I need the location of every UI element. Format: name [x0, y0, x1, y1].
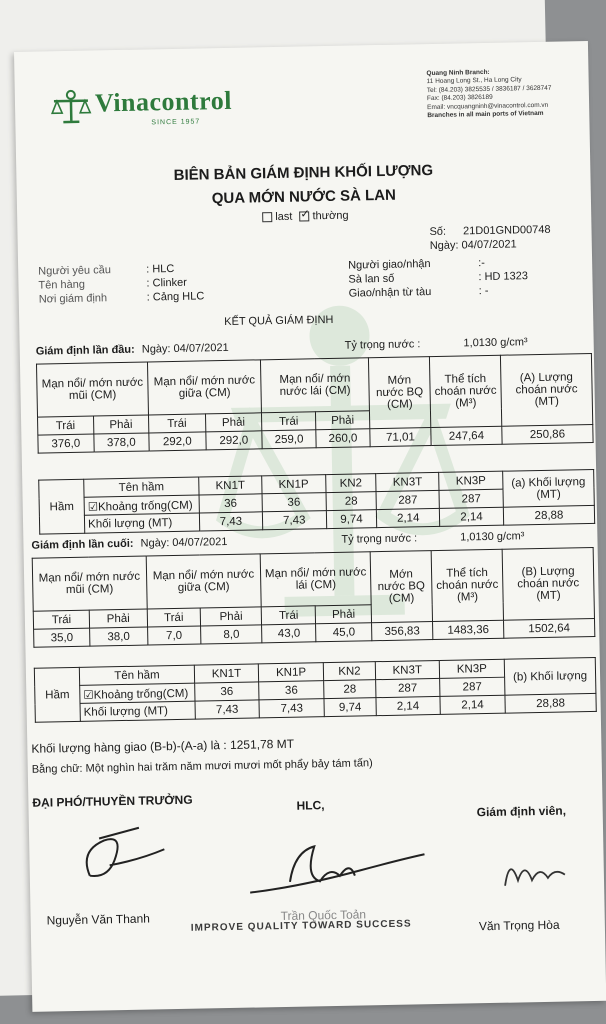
check-mark-icon: ☑	[87, 500, 99, 514]
ship-transfer-label: Giao/nhận từ tàu	[348, 286, 432, 300]
tank-name-header: Tên hầm	[79, 665, 194, 685]
ullage-label: ☑Khoảng trống(CM)	[80, 683, 195, 703]
cell-value: 376,0	[38, 434, 94, 453]
check-mark-icon: ☑	[83, 689, 94, 702]
last-survey-date: Ngày: 04/07/2021	[140, 535, 228, 550]
col-starboard: Phải	[200, 607, 261, 626]
branch-line: Tel: (84.203) 3825535 / 3836187 / 3628747	[426, 84, 552, 94]
tank-label: Hầm	[34, 667, 80, 722]
col-port: Trái	[38, 416, 94, 435]
company-slogan: IMPROVE QUALITY TOWARD SUCCESS	[190, 918, 412, 934]
col-port: Trái	[149, 414, 206, 433]
report-title: BIÊN BẢN GIÁM ĐỊNH KHỐI LƯỢNG	[173, 161, 434, 184]
col-displacement-header: (B) Lượng choán nước (MT)	[502, 547, 594, 620]
tank-total-label: (a) Khối lượng (MT)	[503, 469, 595, 507]
first-tank-table	[38, 469, 595, 535]
cell-value: 38,0	[90, 627, 148, 646]
tank-name: KN1P	[258, 663, 323, 682]
branch-line: Email: vncquangninh@vinacontrol.com.vn	[427, 101, 549, 111]
weight-label: Khối lượng (MT)	[84, 513, 199, 533]
tank-name: KN3T	[375, 660, 439, 679]
brand-name: Vinacontrol	[94, 85, 233, 118]
check-mark-icon: ✓	[300, 208, 310, 221]
ullage-label: ☑Khoảng trống(CM)	[84, 495, 199, 515]
weight-value: 2,14	[440, 695, 505, 714]
col-port: Trái	[147, 608, 201, 627]
col-port: Trái	[33, 610, 90, 629]
results-heading: KẾT QUẢ GIÁM ĐỊNH	[224, 313, 334, 329]
report-date-value: 04/07/2021	[461, 238, 517, 252]
amount-in-words: Bằng chữ: Một nghìn hai trăm năm mươi mươi mốt phẩy bảy tám tấn)	[31, 757, 373, 776]
col-port: Trái	[262, 412, 316, 431]
weight-value: 2,14	[376, 696, 440, 715]
type-checkboxes	[262, 210, 349, 224]
col-starboard: Phải	[315, 411, 369, 430]
first-survey-label: Giám định lần đầu:	[35, 343, 135, 358]
delivered-quantity: Khối lượng hàng giao (B-b)-(A-a) là : 1251,78 MT	[31, 736, 295, 756]
weight-value: 7,43	[199, 512, 262, 531]
first-survey-heading	[36, 342, 229, 358]
col-volume-header: Thể tích choán nước (M³)	[429, 355, 501, 427]
brand-since: SINCE 1957	[151, 118, 201, 127]
tank-name: KN1T	[199, 476, 262, 495]
first-density-label: Tỷ trọng nước :	[344, 338, 421, 352]
requester-label: Người yêu cầu	[38, 264, 111, 278]
col-starboard: Phải	[93, 415, 149, 434]
ullage-value: 36	[262, 493, 326, 512]
first-survey-date: Ngày: 04/07/2021	[141, 341, 229, 356]
ullage-value: 287	[439, 489, 503, 508]
branch-line: Branches in all main ports of Vietnam	[427, 109, 544, 120]
deliverer-value: :-	[478, 257, 485, 270]
branch-line: Quang Ninh Branch:	[426, 68, 490, 78]
ullage-value: 28	[326, 492, 377, 511]
weight-value: 7,43	[259, 699, 324, 718]
tank-total-label: (b) Khối lượng	[504, 657, 596, 695]
ullage-value: 28	[324, 680, 376, 699]
cell-value: 260,0	[316, 429, 370, 448]
first-density-value: 1,0130 g/cm³	[463, 336, 528, 350]
weight-value: 2,14	[439, 507, 503, 526]
vessel-info	[348, 255, 528, 300]
weight-value: 9,74	[326, 510, 377, 529]
location-label: Nơi giám định	[38, 292, 108, 306]
branch-info	[426, 68, 552, 121]
deliverer-label: Người giao/nhận	[348, 258, 431, 272]
cell-value: 45,0	[316, 623, 372, 642]
col-mid-header: Mạn nổi/ mớn nước giữa (CM)	[146, 554, 262, 609]
col-mean-header: Mớn nước BQ (CM)	[370, 551, 432, 623]
last-density-value: 1,0130 g/cm³	[460, 530, 525, 544]
weight-value: 2,14	[377, 508, 440, 527]
inspection-report-sheet	[14, 41, 606, 1012]
ullage-value: 36	[199, 494, 262, 513]
tank-name: KN2	[323, 662, 375, 681]
cell-value: 1502,64	[503, 618, 594, 638]
weight-value: 9,74	[324, 698, 376, 717]
tank-label: Hầm	[39, 479, 85, 534]
col-starboard: Phải	[205, 413, 262, 432]
signature-title-captain: ĐẠI PHÓ/THUYỀN TRƯỞNG	[32, 792, 193, 810]
cell-value: 7,0	[147, 626, 201, 645]
ullage-value: 36	[195, 682, 259, 701]
branch-line: 11 Hoang Long St., Ha Long City	[426, 76, 522, 86]
tank-total-value: 28,88	[505, 693, 596, 713]
cell-value: 292,0	[149, 432, 206, 451]
ullage-value: 287	[375, 678, 439, 697]
checkbox-last[interactable]	[262, 212, 272, 222]
last-density-label: Tỷ trọng nước :	[341, 532, 418, 546]
surveyor-name: Văn Trọng Hòa	[478, 917, 560, 934]
tank-total-value: 28,88	[503, 505, 594, 525]
col-volume-header: Thể tích choán nước (M³)	[431, 549, 503, 621]
captain-signature	[69, 819, 180, 891]
last-survey-label: Giám định lần cuối:	[31, 537, 134, 552]
scale-logo-icon	[51, 87, 92, 126]
tank-name: KN1T	[194, 664, 258, 683]
report-number-label: Số:	[429, 225, 447, 239]
col-displacement-header: (A) Lượng choán nước (MT)	[500, 353, 592, 426]
tank-name-header: Tên hầm	[84, 477, 199, 497]
cell-value: 356,83	[372, 622, 433, 641]
last-draft-table	[32, 547, 596, 648]
tank-name: KN1P	[261, 475, 325, 494]
cell-value: 259,0	[262, 430, 316, 449]
col-starboard: Phải	[89, 609, 147, 628]
col-port: Trái	[261, 606, 316, 625]
col-bow-header: Mạn nổi/ mớn nước mũi (CM)	[32, 556, 147, 611]
report-number	[429, 224, 550, 238]
report-subtitle: QUA MỚN NƯỚC SÀ LAN	[211, 186, 397, 208]
request-info	[38, 261, 204, 306]
cell-value: 250,86	[502, 424, 593, 444]
cell-value: 8,0	[201, 625, 262, 644]
weight-label: Khối lượng (MT)	[80, 701, 195, 721]
last-survey-heading	[31, 536, 227, 552]
col-starboard: Phải	[316, 605, 372, 624]
cell-value: 292,0	[205, 431, 262, 450]
weight-value: 7,43	[262, 511, 326, 530]
captain-name: Nguyễn Văn Thanh	[46, 911, 150, 928]
location-value: : Cảng HLC	[146, 290, 205, 304]
col-mid-header: Mạn nổi/ mớn nước giữa (CM)	[148, 360, 262, 415]
branch-line: Fax: (84.203) 3826189	[426, 94, 493, 103]
ullage-value: 36	[259, 681, 324, 700]
tank-name: KN3P	[439, 471, 503, 490]
report-number-value: 21D01GND00748	[462, 223, 551, 238]
cell-value: 1483,36	[433, 620, 504, 639]
tank-name: KN2	[325, 474, 376, 493]
first-density	[345, 336, 528, 352]
weight-value: 7,43	[195, 700, 259, 719]
signature-title-surveyor: Giám định viên,	[476, 803, 567, 820]
cell-value: 71,01	[370, 428, 431, 447]
ullage-value: 287	[376, 490, 439, 509]
surveyor-signature	[499, 849, 570, 895]
barge-value: : HD 1323	[478, 270, 529, 284]
goods-label: Tên hàng	[38, 278, 86, 292]
last-density	[341, 530, 524, 546]
col-mean-header: Mớn nước BQ (CM)	[368, 357, 430, 429]
report-date-label: Ngày:	[429, 239, 459, 253]
signature-title-hlc: HLC,	[296, 798, 325, 813]
col-stern-header: Mạn nổi/ mớn nước lái (CM)	[261, 358, 370, 413]
tank-name: KN3T	[376, 472, 439, 491]
last-tank-table	[34, 657, 597, 723]
requester-value: : HLC	[146, 262, 175, 276]
cell-value: 43,0	[262, 624, 317, 643]
tank-name: KN3P	[439, 659, 504, 678]
checkbox-last-label: last	[275, 210, 293, 224]
checkbox-normal-label: thường	[312, 209, 349, 223]
ullage-value: 287	[439, 677, 504, 696]
first-draft-table	[36, 353, 594, 454]
col-bow-header: Mạn nổi/ mớn nước mũi (CM)	[36, 362, 148, 417]
checkbox-normal[interactable]	[299, 208, 310, 221]
hlc-signer-name: Trần Quốc Toản	[280, 907, 367, 924]
hlc-signature	[239, 834, 430, 908]
cell-value: 247,64	[431, 426, 502, 445]
cell-value: 35,0	[34, 628, 91, 647]
report-date	[430, 238, 517, 252]
barge-label: Sà lan số	[348, 272, 395, 286]
col-stern-header: Mạn nổi/ mớn nước lái (CM)	[260, 552, 371, 607]
ship-transfer-value: : -	[478, 284, 489, 298]
cell-value: 378,0	[93, 433, 149, 452]
goods-value: : Clinker	[146, 276, 187, 290]
